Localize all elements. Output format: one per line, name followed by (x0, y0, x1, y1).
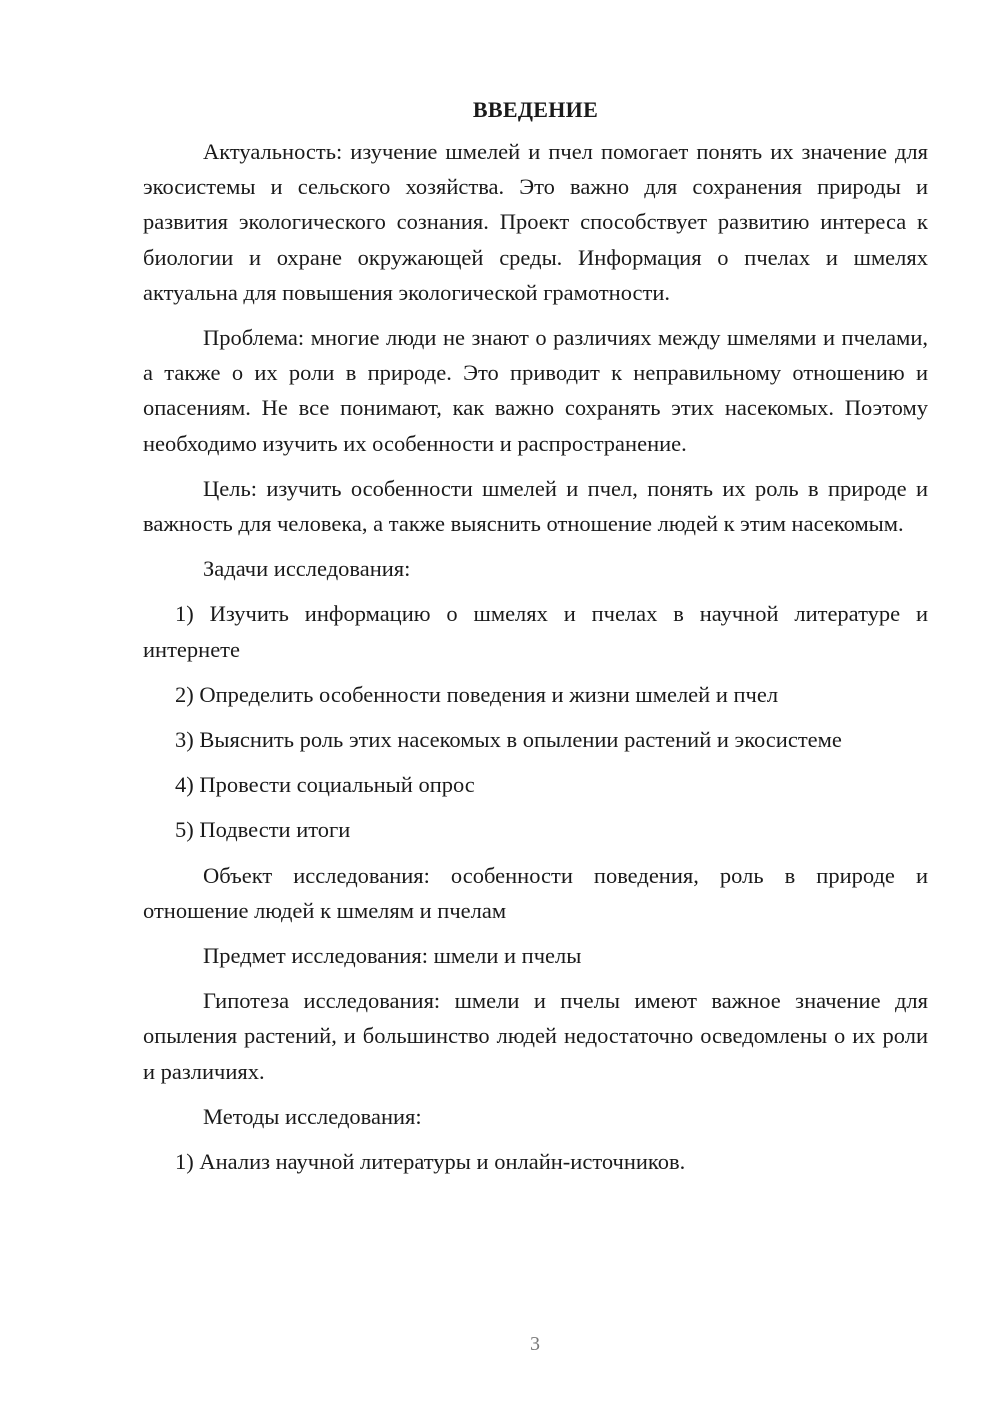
actuality-paragraph: Актуальность: изучение шмелей и пчел помогает понять их значение для экосистемы и сельского хозяйства. Это важно для сохранения природы и развития экологического сознания. Проект способствует развитию интереса к биологии и охране окружающей среды. Информация о пчелах и шмелях актуальна для повышения экологической грамотности. (143, 139, 928, 305)
task-item-5: 5) Подвести итоги (175, 817, 351, 843)
tasks-heading: Задачи исследования: (203, 556, 411, 582)
methods-heading: Методы исследования: (203, 1103, 422, 1129)
hypothesis-paragraph: Гипотеза исследования: шмели и пчелы имеют важное значение для опыления растений, и большинство людей недостаточно осведомлены о их роли и различиях. (143, 988, 928, 1084)
subject-paragraph: Предмет исследования: шмели и пчелы (203, 943, 582, 969)
goal-paragraph: Цель: изучить особенности шмелей и пчел, понять их роль в природе и важность для человека, а также выяснить отношение людей к этим насекомым. (143, 475, 928, 537)
task-item-3: 3) Выяснить роль этих насекомых в опылении растений и экосистеме (175, 727, 842, 753)
method-item-1: 1) Анализ научной литературы и онлайн-источников. (175, 1149, 686, 1175)
object-paragraph: Объект исследования: особенности поведения, роль в природе и отношение людей к шмелям и пчелам (143, 862, 928, 923)
task-item-4: 4) Провести социальный опрос (175, 772, 475, 798)
problem-paragraph: Проблема: многие люди не знают о различиях между шмелями и пчелами, а также о их роли в природе. Это приводит к неправильному отношению и опасениям. Не все понимают, как важно сохранять этих насекомых. Поэтому необходимо изучить их особенности и распространение. (143, 325, 928, 456)
document-page (143, 96, 928, 1189)
task-item-1: 1) Изучить информацию о шмелях и пчелах в научной литературе и интернете (143, 601, 928, 662)
page-number: 3 (530, 1333, 540, 1355)
task-item-2: 2) Определить особенности поведения и жизни шмелей и пчел (175, 681, 779, 707)
section-title: ВВЕДЕНИЕ (472, 97, 599, 122)
